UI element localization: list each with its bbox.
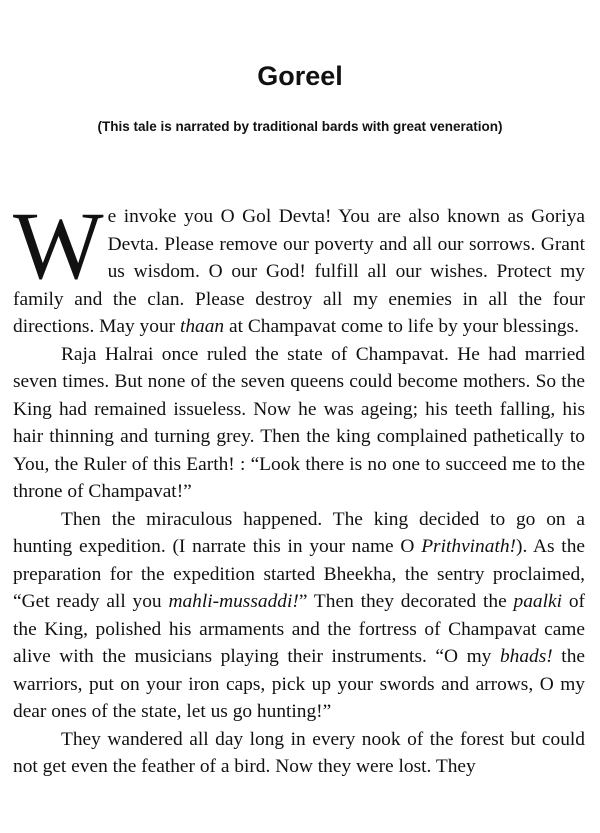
paragraph-3-text-5: the warriors, put on your iron caps, pick up your swords and arrows, O my dear ones of the state, let us go hunting!” <box>13 646 585 722</box>
story-body <box>13 192 586 781</box>
page-title: Goreel <box>257 61 343 91</box>
paragraph-3-italic-2: mahli-mussaddi! <box>168 591 299 612</box>
paragraph-3-italic-1: Prithvinath! <box>421 536 516 557</box>
drop-cap: W <box>13 192 104 299</box>
paragraph-4-text: They wandered all day long in every nook of the forest but could not get even the feather of a bird. Now they were lost. They <box>13 728 585 777</box>
paragraph-3-text-4: of the King, polished his armaments and the fortress of Champavat came alive with the musicians playing their instruments. “O my <box>13 591 585 667</box>
paragraph-4 <box>13 726 585 781</box>
paragraph-2 <box>13 341 585 506</box>
paragraph-2-text: Raja Halrai once ruled the state of Champavat. He had married seven times. But none of the seven queens could become mothers. So the King had remained issueless. Now he was ageing; his teeth falling, his hair thinning and turning grey. Then the king complained pathetically to You, the Ruler of this Earth! : “Look there is no one to succeed me to the throne of Champavat!” <box>13 343 585 502</box>
paragraph-1-text-2: at Champavat come to life by your blessings. <box>224 316 580 337</box>
paragraph-3-text: Then the miraculous happened. The king decided to go on a hunting expedition. (I narrate this in your name O <box>13 508 585 557</box>
paragraph-3 <box>13 506 585 726</box>
paragraph-3-italic-4: bhads! <box>499 646 553 667</box>
paragraph-1-italic: thaan <box>179 316 225 337</box>
paragraph-3-text-2: ). As the preparation for the expedition started Bheekha, the sentry proclaimed, “Get ready all you <box>13 536 586 612</box>
paragraph-3-text-3: ” Then they decorated the <box>298 591 514 612</box>
paragraph-3-italic-3: paalki <box>513 591 562 612</box>
paragraph-1 <box>13 192 585 341</box>
page-subtitle: (This tale is narrated by traditional bards with great veneration) <box>97 119 503 134</box>
paragraph-1-text: e invoke you O Gol Devta! You are also known as Goriya Devta. Please remove our poverty and all our sorrows. Grant us wisdom. O our God! fulfill all our wishes. Protect my family and the clan. Please destroy all my enemies in all the four directions. May your <box>13 206 585 337</box>
